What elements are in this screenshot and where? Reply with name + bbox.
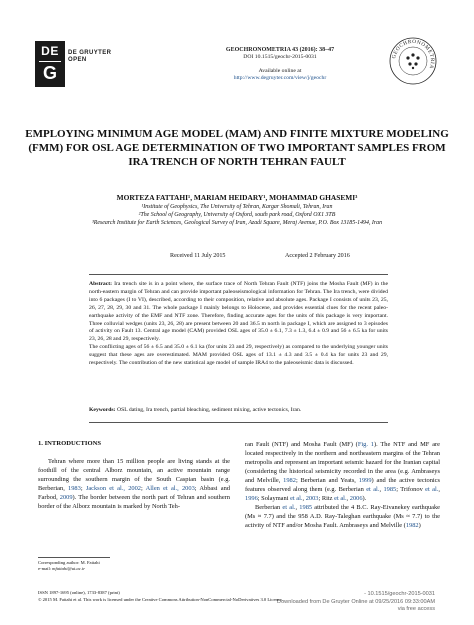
abstract-label: Abstract:	[89, 281, 113, 287]
journal-doi: DOI 10.1515/geochr-2015-0031	[243, 54, 317, 60]
citation-link[interactable]: 2009	[59, 494, 73, 501]
journal-url-link[interactable]: http://www.degruyter.com/view/j/geochr	[233, 75, 327, 81]
corresponding-author	[38, 560, 228, 572]
section-heading-introduction: 1. INTRODUCTIONS	[38, 440, 102, 447]
author-affiliations	[20, 203, 454, 227]
logo-bottom-text: G	[42, 63, 57, 83]
citation-link[interactable]: et al.	[282, 504, 296, 511]
abstract	[89, 281, 388, 368]
abstract-paragraph-2: The conflicting ages of 56 ± 6.5 and 35.0 ± 6.1 ka (for units 23 and 29, respectively) as compared to the underlying younger units suggest that these ages are overestimated. MAM provided OSL ages of 13.1 ± 4.3 and 3.5 ± 0.4 ka for units 23 and 29, respectively. The contribution of the new statistical age model of sample IRA4 to the paleoseismic data is discussed.	[89, 344, 388, 367]
available-online-label: Available online at	[258, 68, 302, 74]
download-watermark	[260, 591, 435, 614]
citation-link[interactable]: 1982	[283, 477, 296, 484]
received-date: Received 11 July 2015	[170, 253, 226, 259]
abstract-top-rule	[89, 274, 388, 275]
intro-left-column: Tehran where more than 15 million people are living stands at the foothill of the central Alborz mountain, an active mountain range surrounding the southern margin of the South Caspian basin (e.g. Berberian, 1983; Jackson et al., 2002; Allen et al., 2003; Abbasi and Farbod, 2009). The border between the north part of Tehran and southern border of the Alborz mountain is marked by North Teh-	[38, 458, 230, 510]
citation-link[interactable]: 2003	[305, 495, 319, 502]
journal-name: GEOCHRONOMETRIA 43 (2016): 38–47	[225, 47, 335, 53]
download-doi: - 10.1515/geochr-2015-0031	[364, 591, 435, 597]
logo-divider	[39, 61, 61, 62]
intro-paragraph-1: ran Fault (NTF) and Mosha Fault (MF) (Fig. 1). The NTF and MF are located respectively in the northern and northeastern margins of the Tehran metropolis and represent an important seismic hazard for the Iranian capital (considering the historical seismicity recorded in the area (e.g. Ambraseys and Melville, 1982; Berberian and Yeats, 1999) and the active tectonics features observed along them (e.g. Berberian et al., 1985; Trifonov et al., 1996; Solaymani et al., 2003; Ritz et al., 2006).	[245, 441, 441, 502]
geochronometria-seal-icon	[388, 36, 438, 86]
publisher-name-line1: DE GRUYTER	[68, 50, 112, 56]
citation-link[interactable]: 1985	[299, 504, 313, 511]
citation-link[interactable]: 1983	[68, 485, 81, 492]
license-text: © 2015 M. Fattahi et al. This work is licensed under the Creative Commons Attribution-NonCommercial-NoDerivatives 3.0 License.	[38, 597, 283, 602]
affiliation-2: ²The School of Geography, University of Oxford, south park road, Oxford OX1 3TB	[138, 212, 336, 218]
abstract-paragraph-1	[89, 281, 388, 344]
article-title: EMPLOYING MINIMUM AGE MODEL (MAM) AND FINITE MIXTURE MODELING (FMM) FOR OSL AGE DETERMINATION OF TWO IMPORTANT SAMPLES FROM IRA TRENCH OF NORTH TEHRAN FAULT	[25, 128, 449, 168]
citation-link[interactable]: Jackson et al., 2002	[85, 485, 141, 492]
figure-link[interactable]: Fig. 1	[357, 441, 374, 448]
publisher-name-line2: OPEN	[68, 57, 87, 63]
abstract-text-1: Ira trench site is in a point where, the surface trace of North Tehran Fault (NTF) joins the Mosha Fault (MF) in the north-eastern margin of Tehran and can provide important paleoseismological information for Tehran. The Ira trench, were divided into 6 packages (I to VI), described, according to their composition, relative and absolute ages. Package I consists of units 23, 25, 26, 27, 28, 29, 30 and 31. The whole package I mainly belongs to Holocene, and provides essential clues for the recent paleo-earthquake activity of the EMF and NTF zone. Therefore, finding accurate ages for the units of this package is very important. Three colluvial wedges (units 23, 26, 28) are present between 20 and 36.5 m north in package I, which are assigned to 3 episodes of activity on Fault 13. Central age model (CAM) provided OSL ages of 35.0 ± 6.1, 7.3 ± 1.3, 6.4 ± 0.9 and 56 ± 6.5 ka for units 23, 26, 28 and 29, respectively.	[89, 281, 389, 343]
keywords-label: Keywords:	[89, 407, 116, 413]
seal-text: GEOCHRONOMETRIA	[391, 38, 436, 70]
footnote-rule	[38, 557, 110, 558]
keywords	[89, 407, 388, 413]
citation-link[interactable]: Allen et al., 2003	[145, 485, 195, 492]
download-info: Downloaded from De Gruyter Online at 09/25/2016 09:33:00AM	[277, 598, 435, 605]
citation-link[interactable]: 1982	[405, 522, 419, 529]
intro-paragraph-2: Berberian et al., 1985 attributed the 4 B.C. Ray-Eivanekey earthquake (Ms ≈ 7.7) and the 958 A.D. Ray-Taleghan earthquake (Ms ≈ 7.7) to the activity of NTF and/or Mosha Fault. Ambraseys and Melville (1982)	[245, 504, 441, 529]
article-authors: MORTEZA FATTAHI¹, MARIAM HEIDARY¹, MOHAMMAD GHASEMI³	[116, 193, 358, 202]
affiliation-3: ³Research Institute for Earth Sciences, Geological Survey of Iran, Azadi Square, Meraj Avenue, P.O. Box 13185-1494, Iran	[91, 220, 383, 226]
de-gruyter-logo	[35, 41, 65, 87]
citation-link[interactable]: et al.	[425, 486, 439, 493]
issn-text: ISSN 1897-1695 (online), 1733-8387 (print)	[38, 590, 120, 595]
logo-top-text: DE	[41, 44, 59, 58]
abstract-bottom-rule	[89, 422, 388, 423]
download-access: via free access	[397, 606, 435, 613]
citation-link[interactable]: et al.	[290, 495, 303, 502]
intro-right-column	[245, 440, 440, 530]
accepted-date: Accepted 2 February 2016	[285, 253, 350, 259]
citation-link[interactable]: 1996	[245, 495, 258, 502]
citation-link[interactable]: 2006	[349, 495, 363, 502]
affiliation-1: ¹Institute of Geophysics, The University of Tehran, Kargar Shomali, Tehran, Iran	[141, 204, 333, 210]
keywords-text: OSL dating, Ira trench, partial bleaching, sediment mixing, active tectonics, Iran.	[116, 407, 302, 413]
citation-link[interactable]: 1985	[383, 486, 397, 493]
citation-link[interactable]: et al.	[366, 486, 380, 493]
citation-link[interactable]: et al.	[334, 495, 347, 502]
author-email-link[interactable]: mfattahi@ut.ac.ir	[52, 566, 85, 571]
corresponding-author-label: Corresponding author: M. Fattahi	[38, 560, 100, 565]
citation-link[interactable]: 1999	[358, 477, 372, 484]
author-email-row: e-mail: mfattahi@ut.ac.ir	[38, 566, 85, 571]
